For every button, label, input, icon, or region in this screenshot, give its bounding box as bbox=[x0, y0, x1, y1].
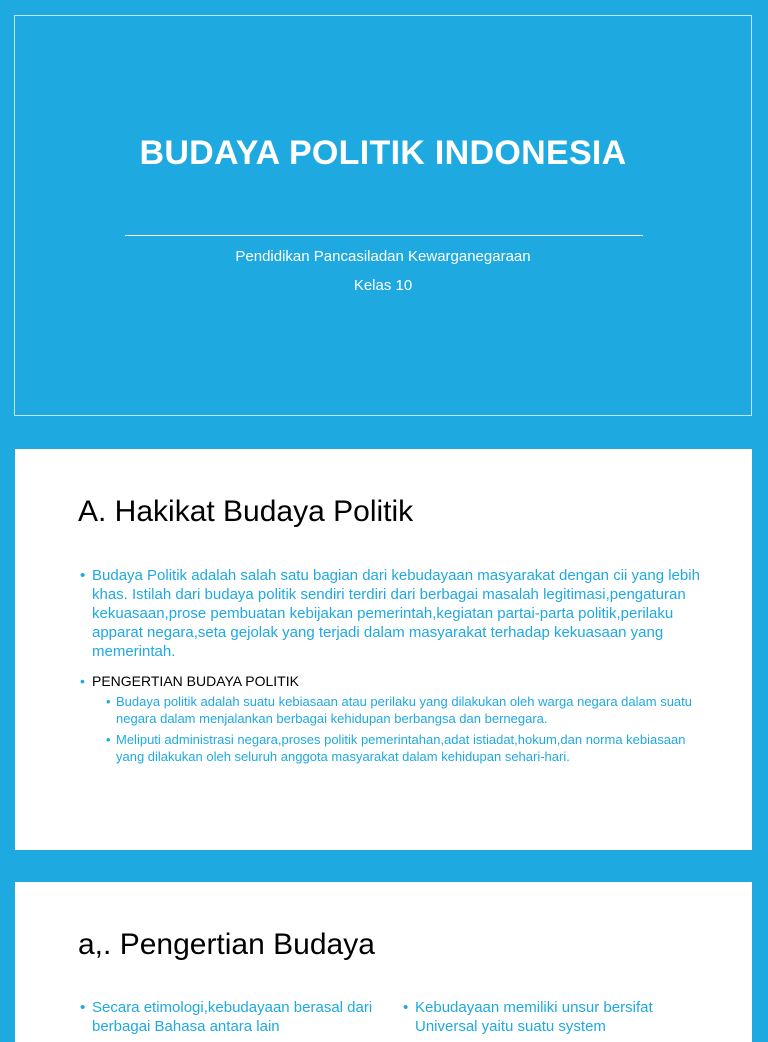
content-slide-hakikat bbox=[15, 449, 752, 850]
list-item bbox=[106, 731, 700, 765]
sub-bullet-list bbox=[106, 693, 700, 765]
bullet-text: PENGERTIAN BUDAYA POLITIK bbox=[92, 673, 299, 689]
list-item bbox=[80, 672, 700, 765]
column-right bbox=[403, 998, 705, 1036]
title-slide bbox=[14, 15, 752, 416]
sub-bullet-text: Budaya politik adalah suatu kebiasaan atau perilaku yang dilakukan oleh warga negara dalam suatu negara dalam menjalankan berbagai kehidupan berbangsa dan bernegara. bbox=[116, 694, 693, 726]
column-left bbox=[80, 998, 382, 1036]
list-item bbox=[106, 693, 700, 727]
slide-heading: a,. Pengertian Budaya bbox=[78, 928, 375, 961]
bullet-icon: • bbox=[80, 999, 86, 1016]
bullet-icon: • bbox=[403, 999, 409, 1016]
list-item bbox=[80, 566, 700, 661]
slide-title: BUDAYA POLITIK INDONESIA bbox=[139, 134, 627, 172]
slide-class-label: Kelas 10 bbox=[353, 277, 413, 294]
bullet-text: Budaya Politik adalah salah satu bagian dari kebudayaan masyarakat dengan cii yang lebih khas. Istilah dari budaya politik sendiri terdiri dari berbagai masalah legitimasi,pengaturan kekuasaan,prose pembuatan kebijakan pemerintah,kegiatan partai-parta politik,perilaku apparat negara,seta gejolak yang terjadi dalam masyarakat terhadap kekuasaan yang memerintah. bbox=[92, 567, 700, 660]
bullet-icon: • bbox=[106, 732, 111, 747]
slide-heading: A. Hakikat Budaya Politik bbox=[78, 495, 414, 528]
column-text: Secara etimologi,kebudayaan berasal dari berbagai Bahasa antara lain bbox=[92, 999, 373, 1035]
bullet-icon: • bbox=[80, 673, 85, 689]
column-text: Kebudayaan memiliki unsur bersifat Universal yaitu suatu system bbox=[415, 999, 653, 1035]
bullet-icon: • bbox=[80, 567, 86, 584]
bullet-icon: • bbox=[106, 694, 111, 709]
slide-subtitle: Pendidikan Pancasiladan Kewarganegaraan bbox=[235, 248, 531, 265]
bullet-list bbox=[80, 566, 700, 769]
sub-bullet-text: Meliputi administrasi negara,proses politik pemerintahan,adat istiadat,hokum,dan norma kebiasaan yang dilakukan oleh seluruh anggota masyarakat dalam kehidupan sehari-hari. bbox=[116, 732, 686, 764]
title-divider bbox=[125, 235, 643, 236]
content-slide-budaya bbox=[15, 882, 752, 1042]
